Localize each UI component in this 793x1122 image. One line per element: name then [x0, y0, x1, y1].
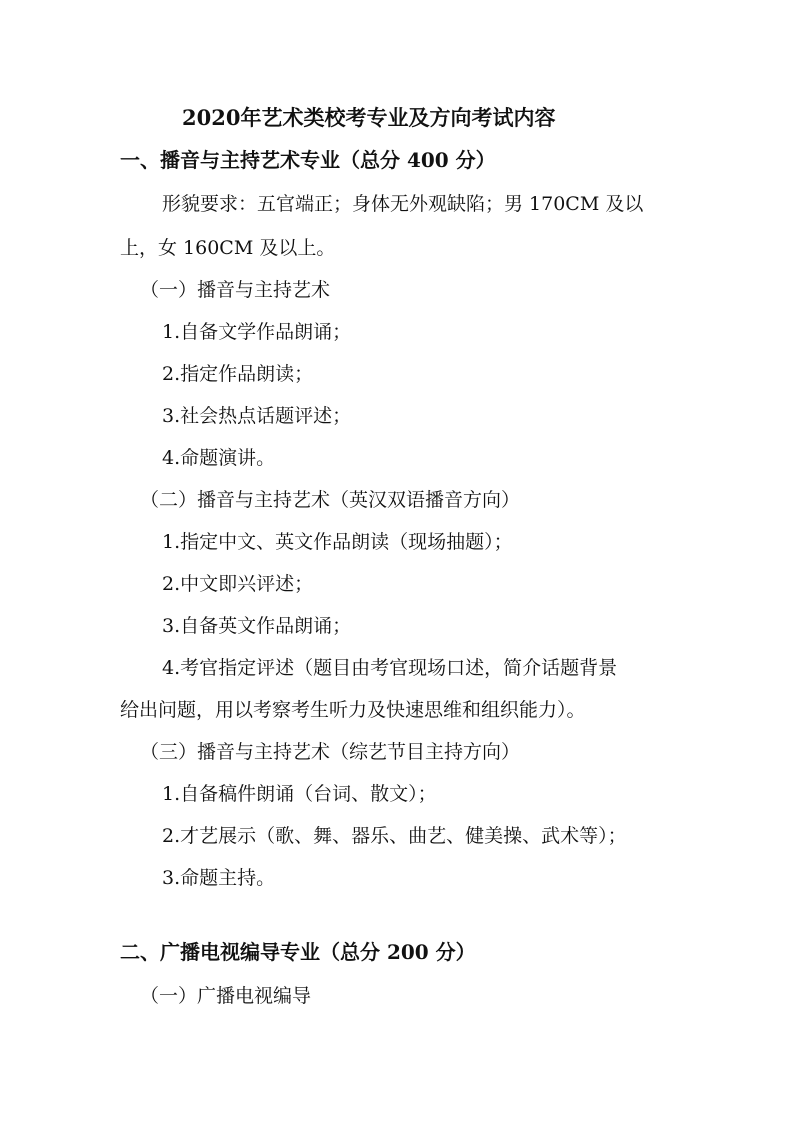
list-item: 3.社会热点话题评述；	[162, 405, 352, 427]
list-item-continuation: 给出问题，用以考察考生听力及快速思维和组织能力）。	[120, 699, 586, 721]
subsection-1-2-heading: （二）播音与主持艺术（英汉双语播音方向）	[140, 489, 521, 511]
section-1-intro-line-2: 上，女 160CM 及以上。	[120, 237, 336, 259]
list-item: 4.考官指定评述（题目由考官现场口述，简介话题背景	[162, 657, 618, 679]
section-2-heading: 二、广播电视编导专业（总分 200 分）	[120, 940, 476, 964]
list-item: 3.自备英文作品朗诵；	[162, 615, 352, 637]
list-item: 2.才艺展示（歌、舞、器乐、曲艺、健美操、武术等）；	[162, 825, 627, 847]
subsection-2-1-heading: （一）广播电视编导	[140, 985, 312, 1007]
list-item: 2.指定作品朗读；	[162, 363, 314, 385]
list-item: 2.中文即兴评述；	[162, 573, 314, 595]
list-item: 1.指定中文、英文作品朗读（现场抽题）；	[162, 531, 513, 553]
subsection-1-3-heading: （三）播音与主持艺术（综艺节目主持方向）	[140, 741, 521, 763]
subsection-1-1-heading: （一）播音与主持艺术	[140, 279, 331, 301]
list-item: 4.命题演讲。	[162, 447, 276, 469]
list-item: 3.命题主持。	[162, 867, 276, 889]
list-item: 1.自备稿件朗诵（台词、散文）；	[162, 783, 437, 805]
section-1-intro-line-1: 形貌要求：五官端正；身体无外观缺陷；男 170CM 及以	[162, 193, 644, 215]
list-item: 1.自备文学作品朗诵；	[162, 321, 352, 343]
document-title: 2020年艺术类校考专业及方向考试内容	[182, 105, 556, 130]
section-1-heading: 一、播音与主持艺术专业（总分 400 分）	[120, 148, 496, 172]
